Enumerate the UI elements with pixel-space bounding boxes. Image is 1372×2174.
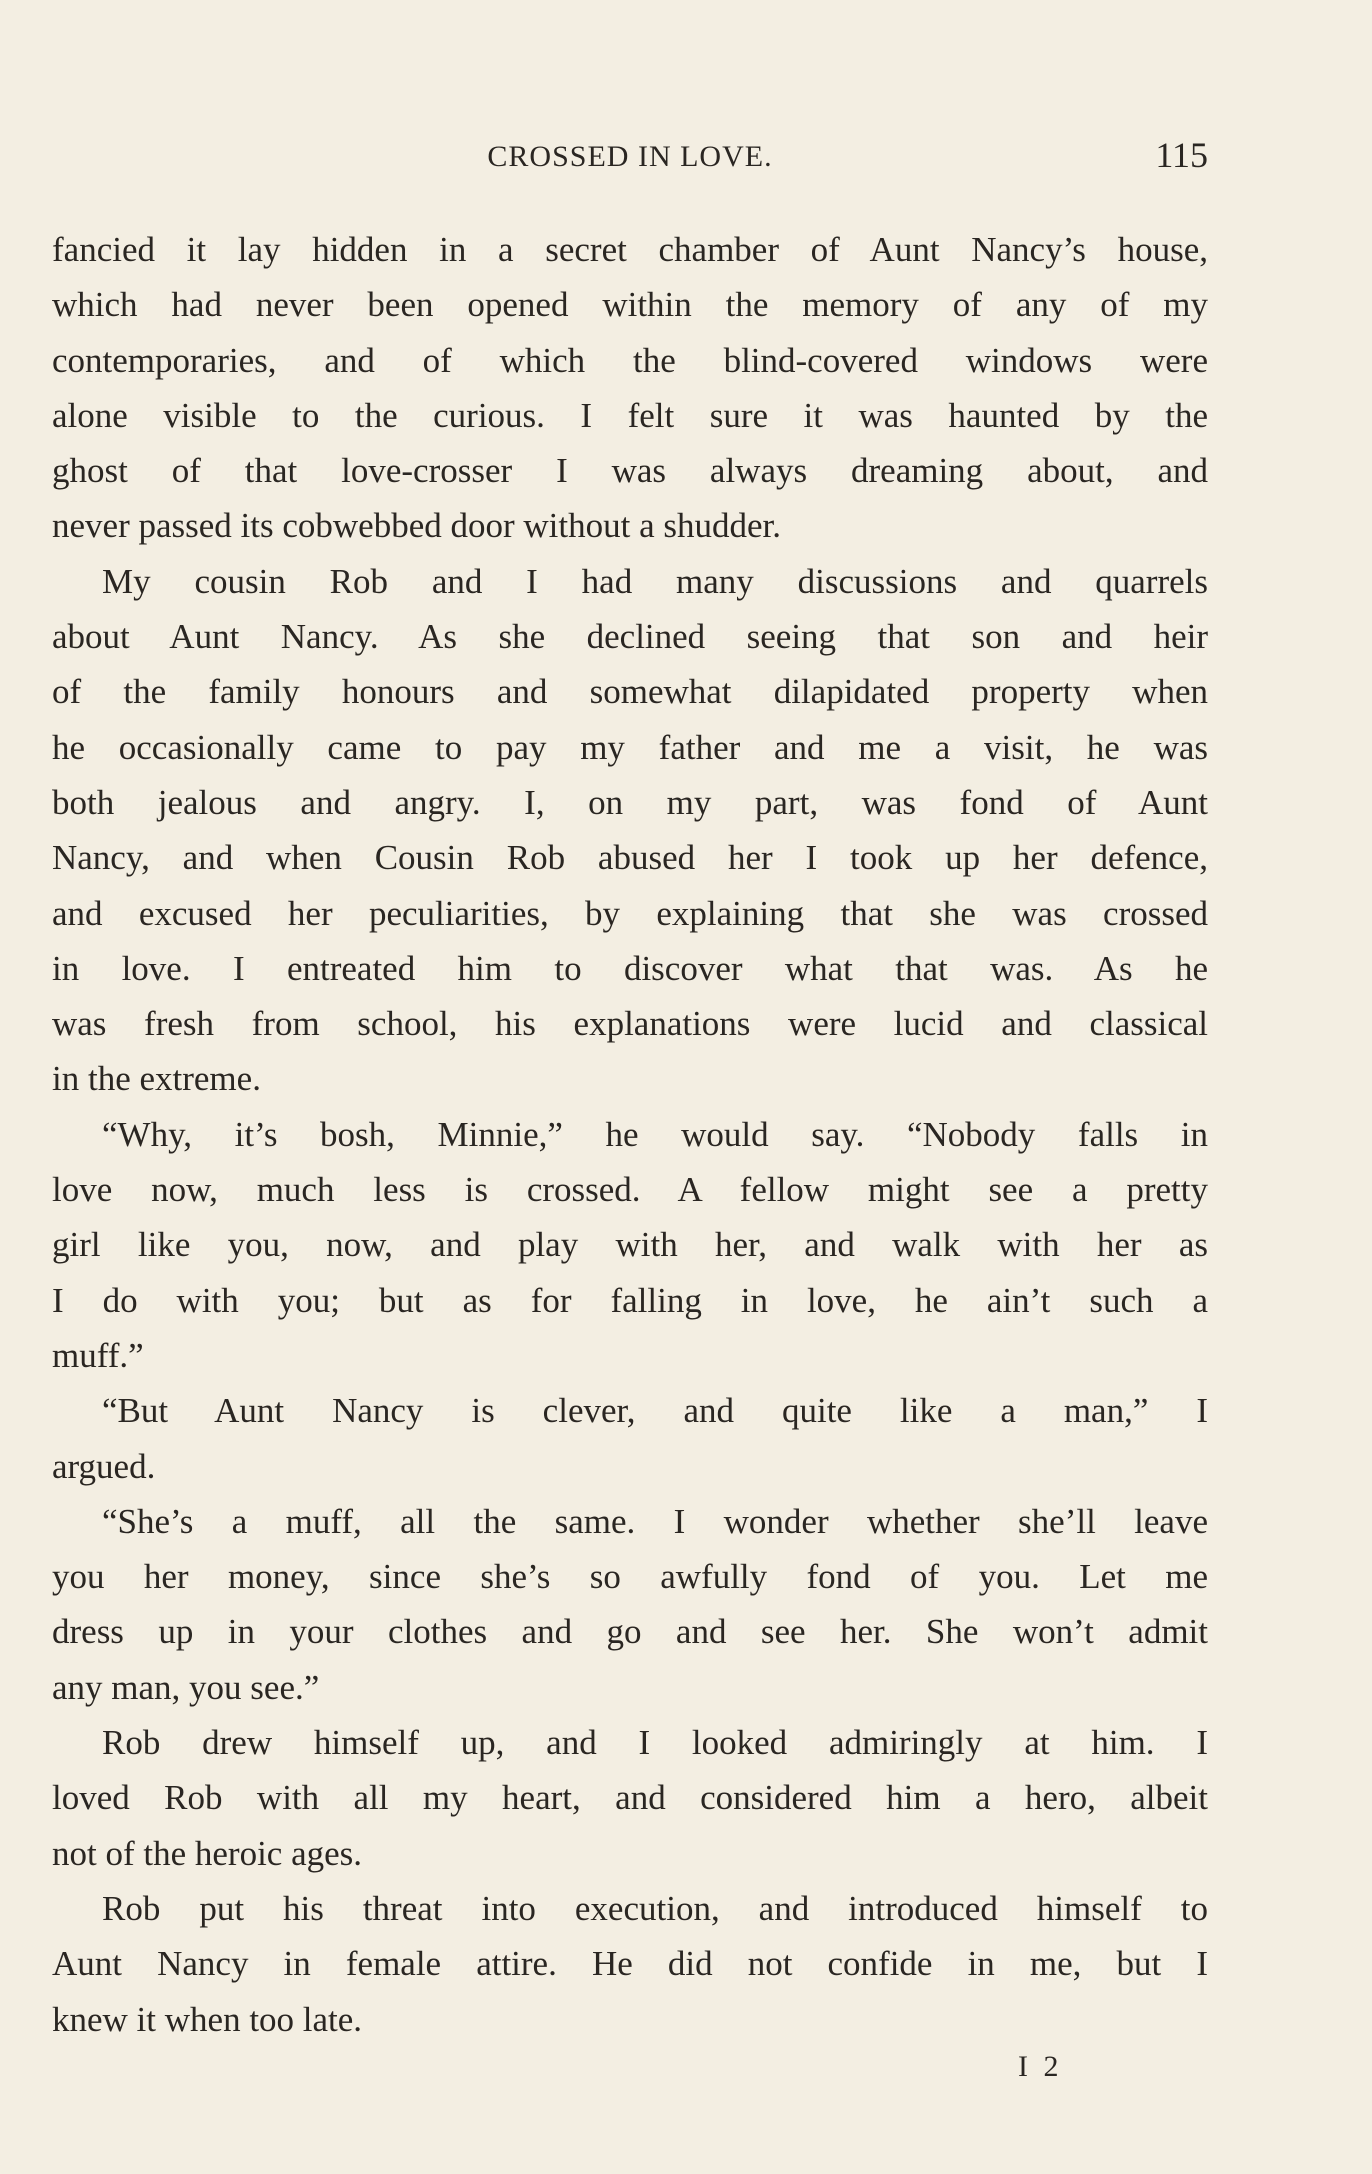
text-line: Rob drew himself up, and I looked admiringly at him. I (102, 1723, 1208, 1763)
text-line: which had never been opened within the memory of any of my (52, 285, 1208, 325)
body-text (52, 222, 1208, 2047)
text-line: loved Rob with all my heart, and considered him a hero, albeit (52, 1778, 1208, 1818)
text-line: My cousin Rob and I had many discussions and quarrels (102, 561, 1208, 601)
text-line: about Aunt Nancy. As she declined seeing that son and heir (52, 617, 1208, 657)
text-line: never passed its cobwebbed door without a shudder. (52, 506, 782, 546)
text-line: was fresh from school, his explanations were lucid and classical (52, 1004, 1208, 1044)
page-number: 115 (1155, 135, 1208, 175)
text-line: ghost of that love-crosser I was always dreaming about, and (52, 451, 1208, 491)
text-line: in love. I entreated him to discover what that was. As he (52, 948, 1208, 988)
text-line: I do with you; but as for falling in love, he ain’t such a (52, 1280, 1208, 1320)
text-line: contemporaries, and of which the blind-covered windows were (52, 340, 1208, 380)
running-title: CROSSED IN LOVE. (487, 140, 773, 173)
text-line: you her money, since she’s so awfully fond of you. Let me (52, 1557, 1208, 1597)
text-line: of the family honours and somewhat dilapidated property when (52, 672, 1208, 712)
text-line: knew it when too late. (52, 1999, 363, 2039)
text-line: argued. (52, 1446, 156, 1486)
text-line: fancied it lay hidden in a secret chamber of Aunt Nancy’s house, (52, 230, 1208, 269)
text-line: Nancy, and when Cousin Rob abused her I took up her defence, (52, 838, 1208, 878)
text-line: girl like you, now, and play with her, and walk with her as (52, 1225, 1208, 1265)
text-line: not of the heroic ages. (52, 1833, 363, 1873)
text-line: “She’s a muff, all the same. I wonder whether she’ll leave (102, 1501, 1208, 1541)
text-line: any man, you see.” (52, 1667, 320, 1707)
running-head (52, 134, 1208, 184)
text-line: Rob put his threat into execution, and introduced himself to (102, 1888, 1208, 1928)
text-line: in the extreme. (52, 1059, 261, 1099)
signature-mark: I 2 (1018, 2050, 1063, 2083)
text-line: “But Aunt Nancy is clever, and quite like a man,” I (102, 1391, 1208, 1431)
text-line: dress up in your clothes and go and see her. She won’t admit (52, 1612, 1208, 1652)
text-line: alone visible to the curious. I felt sure it was haunted by the (52, 395, 1208, 435)
text-line: love now, much less is crossed. A fellow might see a pretty (52, 1170, 1208, 1210)
text-line: both jealous and angry. I, on my part, was fond of Aunt (52, 782, 1208, 822)
text-line: he occasionally came to pay my father and me a visit, he was (52, 727, 1208, 767)
text-line: “Why, it’s bosh, Minnie,” he would say. “Nobody falls in (102, 1114, 1208, 1154)
text-line: Aunt Nancy in female attire. He did not confide in me, but I (52, 1944, 1208, 1984)
text-line: muff.” (52, 1335, 144, 1375)
text-line: and excused her peculiarities, by explaining that she was crossed (52, 893, 1208, 933)
